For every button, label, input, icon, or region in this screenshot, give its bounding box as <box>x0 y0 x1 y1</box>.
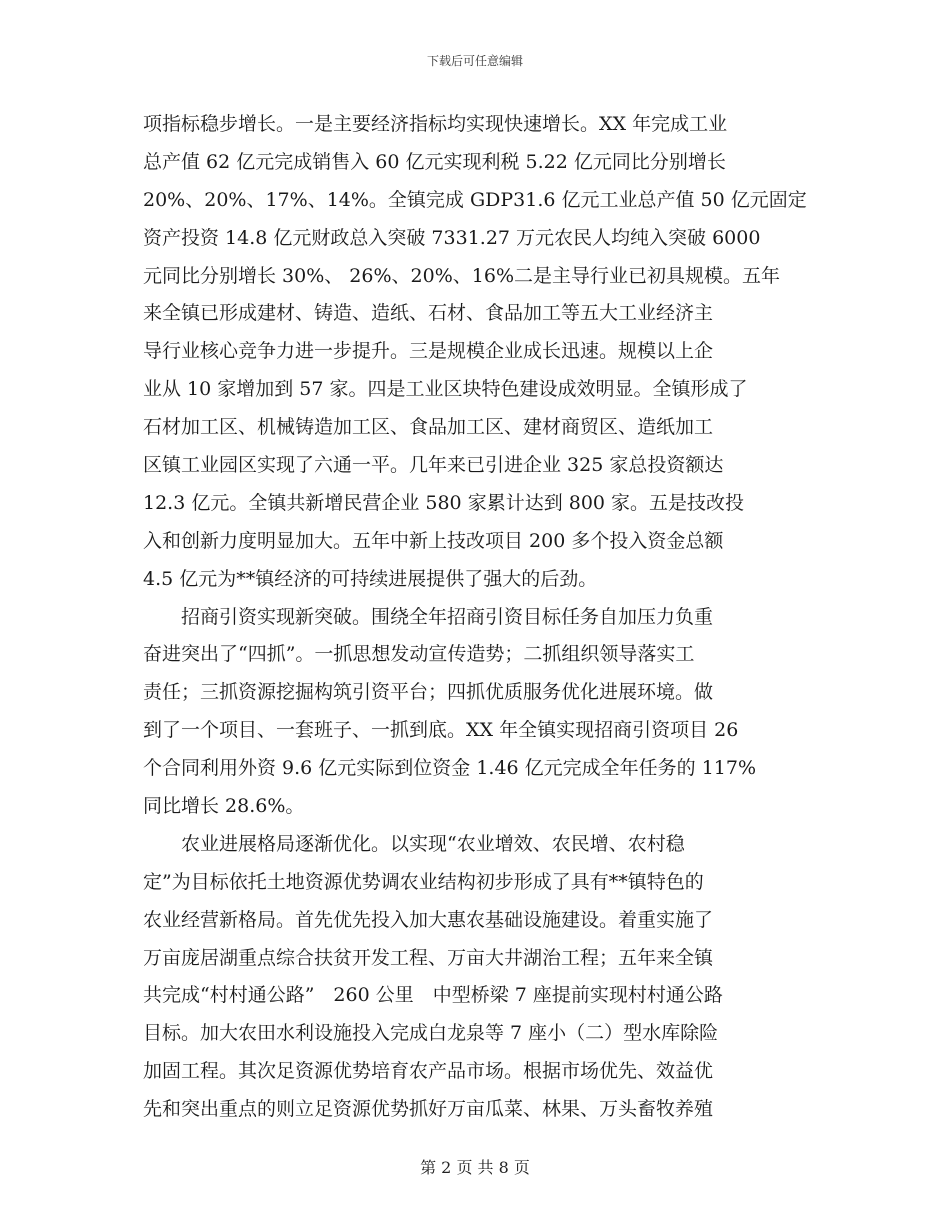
text-line: 区镇工业园区实现了六通一平。几年来已引进企业 325 家总投资额达 <box>143 454 724 477</box>
text-line: 入和创新力度明显加大。五年中新上技改项目 200 多个投入资金总额 <box>143 529 724 552</box>
paragraph-start-line: 农业进展格局逐渐优化。以实现“农业增效、农民增、农村稳 <box>143 832 685 855</box>
text-line: 石材加工区、机械铸造加工区、食品加工区、建材商贸区、造纸加工 <box>143 416 714 439</box>
text-line: 农业经营新格局。首先优先投入加大惠农基础设施建设。着重实施了 <box>143 908 714 931</box>
text-line: 总产值 62 亿元完成销售入 60 亿元实现利税 5.22 亿元同比分别增长 <box>143 150 726 173</box>
text-line: 先和突出重点的则立足资源优势抓好万亩瓜菜、林果、万头畜牧养殖 <box>143 1098 714 1121</box>
text-line: 加固工程。其次足资源优势培育农产品市场。根据市场优先、效益优 <box>143 1060 714 1083</box>
text-line: 资产投资 14.8 亿元财政总入突破 7331.27 万元农民人均纯入突破 6000 <box>143 226 761 249</box>
text-line: 目标。加大农田水利设施投入完成白龙泉等 7 座小（二）型水库除险 <box>143 1022 719 1045</box>
text-line: 奋进突出了“四抓”。一抓思想发动宣传造势；二抓组织领导落实工 <box>143 643 695 666</box>
text-line: 万亩庞居湖重点综合扶贫开发工程、万亩大井湖治工程；五年来全镇 <box>143 946 714 969</box>
text-line: 20%、20%、17%、14%。全镇完成 GDP31.6 亿元工业总产值 50 亿元固定 <box>143 188 807 211</box>
page-number-footer: 第 2 页 共 8 页 <box>420 1158 530 1177</box>
text-line: 12.3 亿元。全镇共新增民营企业 580 家累计达到 800 家。五是技改投 <box>143 491 745 514</box>
page-header: 下载后可任意编辑 <box>426 54 523 68</box>
text-line: 责任；三抓资源挖掘构筑引资平台；四抓优质服务优化进展环境。做 <box>143 681 714 704</box>
text-line: 导行业核心竞争力进一步提升。三是规模企业成长迅速。规模以上企 <box>143 340 714 363</box>
text-line: 项指标稳步增长。一是主要经济指标均实现快速增长。XX 年完成工业 <box>143 113 728 135</box>
text-line: 4.5 亿元为**镇经济的可持续进展提供了强大的后劲。 <box>143 567 598 590</box>
text-line: 同比增长 28.6%。 <box>143 795 305 818</box>
text-line: 元同比分别增长 30%、 26%、20%、16%二是主导行业已初具规模。五年 <box>143 264 781 287</box>
text-line: 定”为目标依托土地资源优势调农业结构初步形成了具有**镇特色的 <box>143 870 704 893</box>
text-line: 个合同利用外资 9.6 亿元实际到位资金 1.46 亿元完成全年任务的 117% <box>143 757 757 780</box>
text-line: 来全镇已形成建材、铸造、造纸、石材、食品加工等五大工业经济主 <box>143 302 714 325</box>
text-line: 到了一个项目、一套班子、一抓到底。XX 年全镇实现招商引资项目 26 <box>143 719 739 742</box>
paragraph-start-line: 招商引资实现新突破。围绕全年招商引资目标任务自加压力负重 <box>143 605 714 628</box>
text-line: 共完成“村村通公路” 260 公里 中型桥梁 7 座提前实现村村通公路 <box>143 984 723 1007</box>
text-line: 业从 10 家增加到 57 家。四是工业区块特色建设成效明显。全镇形成了 <box>143 378 748 401</box>
document-body <box>143 106 807 1129</box>
